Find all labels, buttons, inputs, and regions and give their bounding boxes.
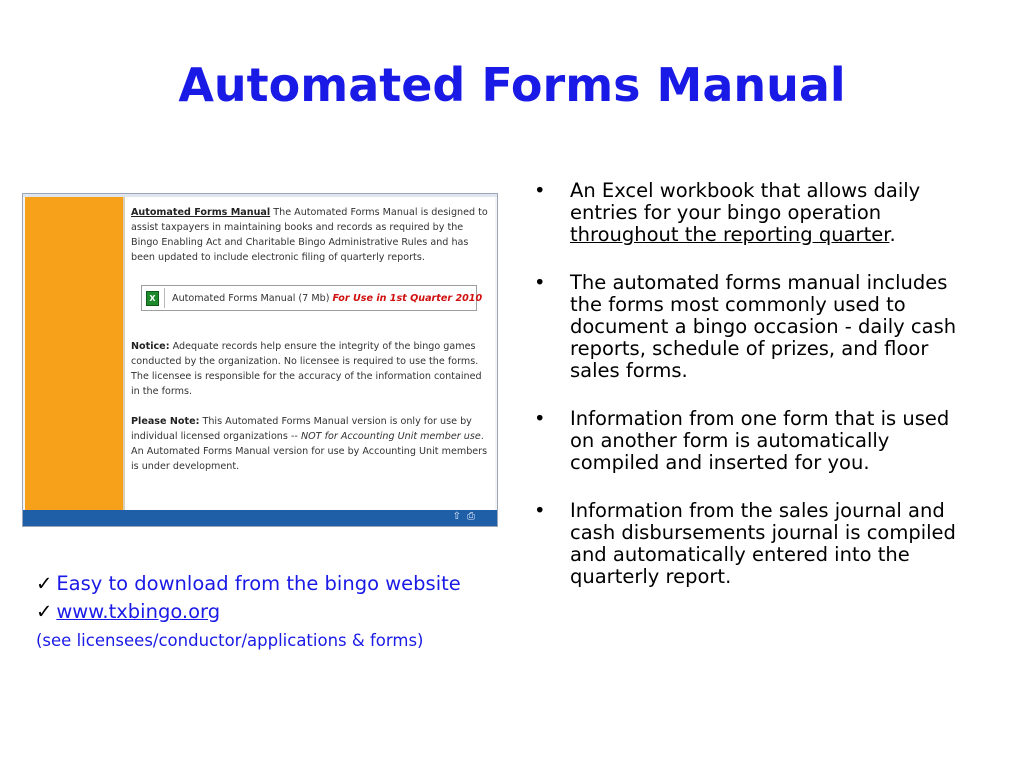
checkmark-icon: ✓: [36, 600, 53, 623]
notice-paragraph: [131, 339, 489, 399]
bullet-item: [534, 272, 974, 382]
intro-heading: Automated Forms Manual: [131, 207, 271, 218]
intro-paragraph: [131, 205, 489, 265]
download-row-divider: [164, 288, 165, 308]
check-item-website: [36, 598, 516, 626]
please-note-italic: NOT for Accounting Unit member use: [300, 431, 481, 442]
screenshot-content-panel: [123, 197, 495, 510]
bullet-icon: •: [534, 407, 546, 430]
screenshot-bottom-bar: [23, 510, 497, 526]
bullet-item: [534, 180, 974, 246]
please-note-heading: Please Note:: [131, 416, 200, 427]
bullet-text: Information from the sales journal and cash disbursements journal is compiled and automatically entered into the quarterly report.: [570, 499, 956, 588]
bullet-text: The automated forms manual includes the forms most commonly used to document a bingo occasion - daily cash reports, schedule of prizes, and floor sales forms.: [570, 271, 957, 382]
download-text: [172, 291, 482, 306]
download-row[interactable]: [141, 285, 483, 311]
bullet-list: [534, 180, 974, 614]
bottom-bar-icons: [453, 511, 481, 522]
excel-file-icon: X: [146, 291, 159, 306]
please-note-text-2: . An Automated Forms Manual version for use by Accounting Unit members is under development.: [131, 431, 488, 472]
please-note-paragraph: [131, 414, 489, 474]
screenshot-orange-sidebar: [25, 197, 123, 510]
slide-title: Automated Forms Manual: [178, 58, 846, 112]
intro-text: The Automated Forms Manual is designed to assist taxpayers in maintaining books and records as required by the Bingo Enabling Act and Charitable Bingo Administrative Rules and has been updated to include electronic filing of quarterly reports.: [131, 207, 488, 263]
download-info: [36, 570, 516, 654]
bullet-underlined-text: throughout the reporting quarter: [570, 223, 890, 246]
bullet-icon: •: [534, 499, 546, 522]
bullet-text: Information from one form that is used on another form is automatically compiled and inserted for you.: [570, 407, 950, 474]
notice-heading: Notice:: [131, 341, 170, 352]
print-icon[interactable]: ⎙: [467, 511, 481, 522]
please-note-text-1: This Automated Forms Manual version is only for use by individual licensed organizations --: [131, 416, 472, 442]
bullet-item: [534, 500, 974, 588]
check-item-download: [36, 570, 516, 598]
up-arrow-icon[interactable]: ⇧: [452, 511, 467, 522]
download-note: For Use in 1st Quarter 2010: [332, 293, 483, 304]
website-link[interactable]: www.txbingo.org: [56, 600, 221, 623]
bullet-icon: •: [534, 271, 546, 294]
bullet-text-after: .: [889, 223, 896, 246]
check-item-text: Easy to download from the bingo website: [56, 572, 461, 595]
bullet-icon: •: [534, 179, 546, 202]
notice-text: Adequate records help ensure the integrity of the bingo games conducted by the organization. No licensee is required to use the forms. The licensee is responsible for the accuracy of the information contained in the forms.: [131, 341, 482, 397]
bullet-text: An Excel workbook that allows daily entries for your bingo operation: [570, 179, 921, 224]
location-note: (see licensees/conductor/applications & forms): [36, 631, 424, 650]
checkmark-icon: ✓: [36, 572, 53, 595]
bullet-item: [534, 408, 974, 474]
website-screenshot: [22, 193, 498, 527]
download-link[interactable]: Automated Forms Manual (7 Mb): [172, 293, 330, 304]
